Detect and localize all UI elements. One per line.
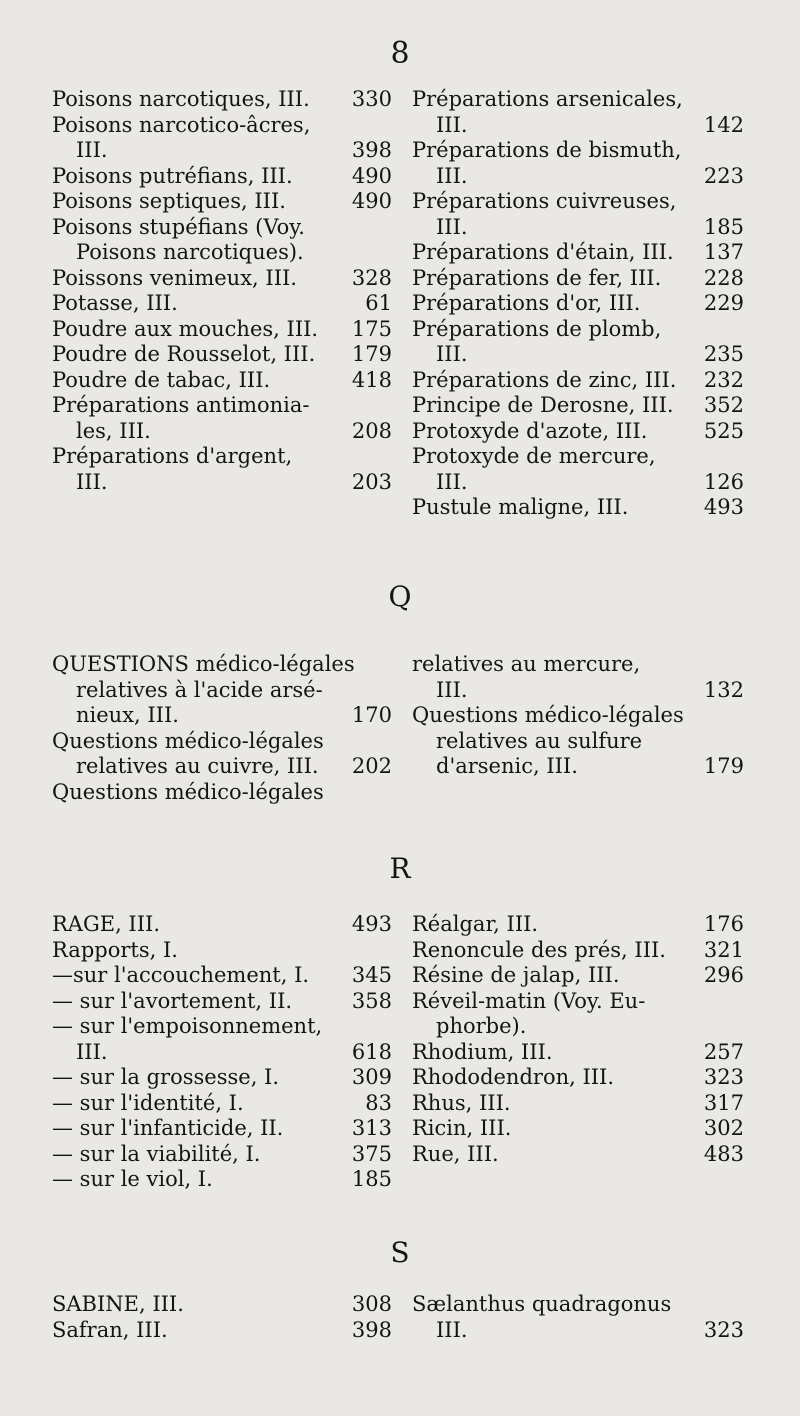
index-entry xyxy=(412,87,744,138)
entry-page-number: 328 xyxy=(351,265,392,290)
index-line xyxy=(412,1292,744,1318)
entry-text: III. xyxy=(436,214,468,239)
index-entry xyxy=(52,164,392,190)
entry-text: III. xyxy=(436,112,468,137)
entry-page-number: 618 xyxy=(351,1039,392,1064)
index-entry xyxy=(52,989,392,1015)
entry-text: III. xyxy=(436,163,468,188)
entry-text: Poisons narcotico-âcres, xyxy=(52,112,311,137)
index-entry xyxy=(52,189,392,215)
entry-text: —sur l'accouchement, I. xyxy=(52,963,310,987)
entry-text: phorbe). xyxy=(436,1014,527,1038)
entry-text: Ricin, III. xyxy=(412,1116,512,1140)
index-entry xyxy=(412,912,744,938)
index-entry xyxy=(412,1040,744,1066)
entry-page-number: 235 xyxy=(703,342,744,366)
entry-text: Poudre de tabac, III. xyxy=(52,367,271,392)
entry-page-number: 302 xyxy=(703,1116,744,1140)
index-line xyxy=(412,164,744,190)
entry-text: RAGE, III. xyxy=(52,912,160,936)
entry-text: — sur le viol, I. xyxy=(52,1167,213,1191)
index-line xyxy=(52,1040,392,1066)
index-entry xyxy=(52,1091,392,1117)
index-entry xyxy=(52,1318,392,1344)
index-line xyxy=(52,393,392,419)
entry-text: III. xyxy=(436,677,468,702)
entry-page-number: 330 xyxy=(351,87,392,111)
index-line xyxy=(52,113,392,139)
entry-text: III. xyxy=(436,469,468,494)
entry-text: Préparations de plomb, xyxy=(412,316,662,341)
entry-text: Poisons narcotiques). xyxy=(76,240,304,264)
entry-page-number: 185 xyxy=(351,1167,392,1191)
index-line xyxy=(412,729,744,755)
index-entry xyxy=(412,1065,744,1091)
index-entry xyxy=(412,189,744,240)
r-left-column xyxy=(52,912,392,1193)
entry-page-number: 493 xyxy=(351,912,392,936)
index-entry xyxy=(412,240,744,266)
index-entry xyxy=(412,1142,744,1168)
entry-text: III. xyxy=(436,1317,468,1342)
entry-page-number: 232 xyxy=(703,367,744,392)
index-line xyxy=(412,215,744,241)
index-line xyxy=(52,266,392,292)
entry-text: Préparations de zinc, III. xyxy=(412,367,677,392)
index-entry xyxy=(52,342,392,368)
index-entry xyxy=(52,1167,392,1193)
entry-page-number: 418 xyxy=(351,367,392,392)
entry-page-number: 126 xyxy=(703,469,744,494)
index-line xyxy=(52,754,392,780)
entry-page-number: 223 xyxy=(703,163,744,188)
index-line xyxy=(52,989,392,1015)
index-line xyxy=(52,291,392,317)
entry-text: Principe de Derosne, III. xyxy=(412,393,674,417)
entry-text: Rapports, I. xyxy=(52,937,178,962)
entry-text: Poissons venimeux, III. xyxy=(52,265,297,290)
index-line xyxy=(412,989,744,1015)
index-entry xyxy=(412,1091,744,1117)
entry-text: Questions médico-légales xyxy=(52,779,324,804)
entry-text: Rhododendron, III. xyxy=(412,1065,615,1089)
entry-text: III. xyxy=(76,1039,108,1064)
index-line xyxy=(52,963,392,989)
index-line xyxy=(412,342,744,368)
entry-page-number: 132 xyxy=(703,677,744,702)
entry-page-number: 483 xyxy=(703,1141,744,1166)
index-entry xyxy=(52,938,392,964)
index-line xyxy=(412,317,744,343)
entry-page-number: 317 xyxy=(703,1090,744,1115)
entry-text: — sur l'avortement, II. xyxy=(52,988,293,1013)
index-line xyxy=(52,240,392,266)
index-entry xyxy=(52,87,392,113)
entry-text: III. xyxy=(436,342,468,366)
entry-page-number: 323 xyxy=(703,1065,744,1089)
index-entry xyxy=(52,1116,392,1142)
section-letter-r: R xyxy=(389,852,411,885)
p-left-column xyxy=(52,87,392,495)
q-right-column xyxy=(412,652,744,780)
index-entry xyxy=(412,393,744,419)
index-line xyxy=(52,1014,392,1040)
entry-text: Poudre de Rousselot, III. xyxy=(52,342,316,366)
entry-text: — sur la viabilité, I. xyxy=(52,1141,261,1166)
entry-text: Rhodium, III. xyxy=(412,1039,553,1064)
entry-page-number: 179 xyxy=(351,342,392,366)
entry-page-number: 308 xyxy=(351,1292,392,1316)
index-entry xyxy=(412,495,744,521)
entry-text: Préparations d'argent, xyxy=(52,444,293,468)
index-line xyxy=(412,1142,744,1168)
index-line xyxy=(412,754,744,780)
index-line xyxy=(52,729,392,755)
entry-page-number: 137 xyxy=(703,240,744,264)
entry-text: Rue, III. xyxy=(412,1141,499,1166)
index-entry xyxy=(412,1116,744,1142)
entry-page-number: 358 xyxy=(351,988,392,1013)
entry-text: Protoxyde d'azote, III. xyxy=(412,418,648,443)
entry-page-number: 321 xyxy=(703,937,744,962)
entry-text: — sur la grossesse, I. xyxy=(52,1065,280,1089)
index-entry xyxy=(412,317,744,368)
index-line xyxy=(412,938,744,964)
index-entry xyxy=(412,652,744,703)
q-left-column xyxy=(52,652,392,805)
index-line xyxy=(52,1167,392,1193)
entry-text: — sur l'infanticide, II. xyxy=(52,1116,284,1140)
index-line xyxy=(412,266,744,292)
entry-page-number: 179 xyxy=(703,754,744,778)
section-letter-q: Q xyxy=(388,580,412,613)
index-line xyxy=(412,1318,744,1344)
entry-page-number: 525 xyxy=(703,418,744,443)
entry-text: Protoxyde de mercure, xyxy=(412,444,656,468)
entry-text: QUESTIONS médico-légales xyxy=(52,652,355,676)
entry-text: Résine de jalap, III. xyxy=(412,963,620,987)
index-line xyxy=(52,938,392,964)
s-right-column xyxy=(412,1292,744,1343)
index-entry xyxy=(412,266,744,292)
r-right-column xyxy=(412,912,744,1167)
entry-text: III. xyxy=(76,469,108,494)
entry-text: Préparations antimonia- xyxy=(52,393,310,417)
index-line xyxy=(412,470,744,496)
index-line xyxy=(412,444,744,470)
entry-text: Poisons stupéfians (Voy. xyxy=(52,214,305,239)
entry-text: Préparations d'étain, III. xyxy=(412,240,674,264)
entry-text: SABINE, III. xyxy=(52,1292,184,1316)
index-entry xyxy=(52,368,392,394)
index-line xyxy=(52,215,392,241)
entry-page-number: 83 xyxy=(365,1090,392,1115)
index-line xyxy=(52,678,392,704)
index-entry xyxy=(52,444,392,495)
entry-page-number: 296 xyxy=(703,963,744,987)
index-line xyxy=(412,113,744,139)
entry-page-number: 142 xyxy=(703,112,744,137)
p-right-column xyxy=(412,87,744,521)
index-line xyxy=(412,240,744,266)
index-entry xyxy=(412,1292,744,1343)
entry-text: Préparations arsenicales, xyxy=(412,87,683,111)
entry-page-number: 185 xyxy=(703,214,744,239)
index-line xyxy=(52,652,392,678)
index-entry xyxy=(52,393,392,444)
entry-text: Sælanthus quadragonus xyxy=(412,1292,672,1316)
index-line xyxy=(52,912,392,938)
index-entry xyxy=(412,368,744,394)
index-entry xyxy=(52,652,392,729)
index-line xyxy=(52,138,392,164)
index-line xyxy=(52,317,392,343)
entry-page-number: 493 xyxy=(703,495,744,519)
index-line xyxy=(52,1116,392,1142)
entry-page-number: 313 xyxy=(351,1116,392,1140)
entry-text: Questions médico-légales xyxy=(52,728,324,753)
entry-text: Potasse, III. xyxy=(52,291,178,315)
index-entry xyxy=(52,780,392,806)
index-entry xyxy=(52,317,392,343)
entry-text: d'arsenic, III. xyxy=(436,754,578,778)
entry-page-number: 228 xyxy=(703,265,744,290)
entry-text: les, III. xyxy=(76,418,151,443)
entry-text: Poisons septiques, III. xyxy=(52,189,286,213)
entry-text: Poisons putréfians, III. xyxy=(52,163,293,188)
entry-text: relatives au cuivre, III. xyxy=(76,754,319,778)
index-line xyxy=(52,164,392,190)
index-entry xyxy=(52,1014,392,1065)
entry-page-number: 309 xyxy=(351,1065,392,1089)
entry-page-number: 202 xyxy=(351,754,392,778)
entry-text: Réveil-matin (Voy. Eu- xyxy=(412,988,646,1013)
entry-text: Renoncule des prés, III. xyxy=(412,937,666,962)
index-entry xyxy=(52,1142,392,1168)
index-entry xyxy=(412,703,744,780)
index-line xyxy=(52,703,392,729)
index-line xyxy=(412,393,744,419)
entry-page-number: 229 xyxy=(703,291,744,315)
index-line xyxy=(52,342,392,368)
entry-page-number: 352 xyxy=(703,393,744,417)
index-entry xyxy=(412,419,744,445)
index-entry xyxy=(52,291,392,317)
entry-page-number: 176 xyxy=(703,912,744,936)
entry-page-number: 170 xyxy=(351,703,392,727)
entry-text: Poudre aux mouches, III. xyxy=(52,316,319,341)
index-entry xyxy=(412,963,744,989)
entry-page-number: 345 xyxy=(351,963,392,987)
index-entry xyxy=(412,291,744,317)
index-line xyxy=(412,703,744,729)
index-entry xyxy=(52,729,392,780)
entry-text: Préparations cuivreuses, xyxy=(412,189,677,213)
page-number: 8 xyxy=(390,36,410,71)
entry-page-number: 208 xyxy=(351,418,392,443)
index-line xyxy=(52,470,392,496)
index-line xyxy=(412,495,744,521)
index-line xyxy=(412,291,744,317)
index-line xyxy=(52,189,392,215)
entry-text: relatives au sulfure xyxy=(436,728,643,753)
index-entry xyxy=(412,938,744,964)
section-letter-s: S xyxy=(390,1236,410,1269)
index-line xyxy=(52,1065,392,1091)
index-entry xyxy=(52,266,392,292)
entry-text: III. xyxy=(76,138,108,162)
index-entry xyxy=(52,215,392,266)
entry-text: — sur l'identité, I. xyxy=(52,1090,244,1115)
index-line xyxy=(412,87,744,113)
entry-text: Préparations d'or, III. xyxy=(412,291,641,315)
entry-page-number: 490 xyxy=(351,189,392,213)
entry-page-number: 257 xyxy=(703,1039,744,1064)
index-line xyxy=(52,444,392,470)
index-line xyxy=(412,368,744,394)
index-entry xyxy=(412,138,744,189)
index-line xyxy=(52,1142,392,1168)
entry-text: Préparations de fer, III. xyxy=(412,265,662,290)
entry-page-number: 490 xyxy=(351,163,392,188)
index-entry xyxy=(412,989,744,1040)
entry-page-number: 323 xyxy=(703,1317,744,1342)
entry-text: Pustule maligne, III. xyxy=(412,495,629,519)
index-line xyxy=(412,678,744,704)
index-line xyxy=(412,963,744,989)
index-line xyxy=(412,912,744,938)
entry-page-number: 203 xyxy=(351,469,392,494)
index-line xyxy=(52,780,392,806)
index-entry xyxy=(52,1065,392,1091)
index-line xyxy=(412,1040,744,1066)
index-line xyxy=(52,1091,392,1117)
index-entry xyxy=(412,444,744,495)
index-entry xyxy=(52,912,392,938)
entry-text: relatives à l'acide arsé- xyxy=(76,677,323,702)
entry-page-number: 61 xyxy=(365,291,392,315)
index-line xyxy=(412,1014,744,1040)
index-entry xyxy=(52,963,392,989)
index-entry xyxy=(52,113,392,164)
index-line xyxy=(412,138,744,164)
index-entry xyxy=(52,1292,392,1318)
entry-text: relatives au mercure, xyxy=(412,652,641,676)
entry-text: nieux, III. xyxy=(76,703,179,727)
entry-text: Préparations de bismuth, xyxy=(412,138,682,162)
index-line xyxy=(412,419,744,445)
entry-text: Rhus, III. xyxy=(412,1090,511,1115)
entry-text: Poisons narcotiques, III. xyxy=(52,87,310,111)
index-line xyxy=(52,419,392,445)
entry-page-number: 398 xyxy=(351,138,392,162)
s-left-column xyxy=(52,1292,392,1343)
entry-page-number: 175 xyxy=(351,316,392,341)
index-line xyxy=(412,1091,744,1117)
index-line xyxy=(412,189,744,215)
entry-page-number: 375 xyxy=(351,1141,392,1166)
index-line xyxy=(52,1292,392,1318)
index-line xyxy=(412,652,744,678)
entry-text: Safran, III. xyxy=(52,1317,168,1342)
index-line xyxy=(412,1065,744,1091)
entry-text: Questions médico-légales xyxy=(412,703,684,727)
entry-page-number: 398 xyxy=(351,1317,392,1342)
index-line xyxy=(52,87,392,113)
entry-text: Réalgar, III. xyxy=(412,912,539,936)
index-line xyxy=(412,1116,744,1142)
index-line xyxy=(52,368,392,394)
entry-text: — sur l'empoisonnement, xyxy=(52,1014,323,1038)
index-line xyxy=(52,1318,392,1344)
